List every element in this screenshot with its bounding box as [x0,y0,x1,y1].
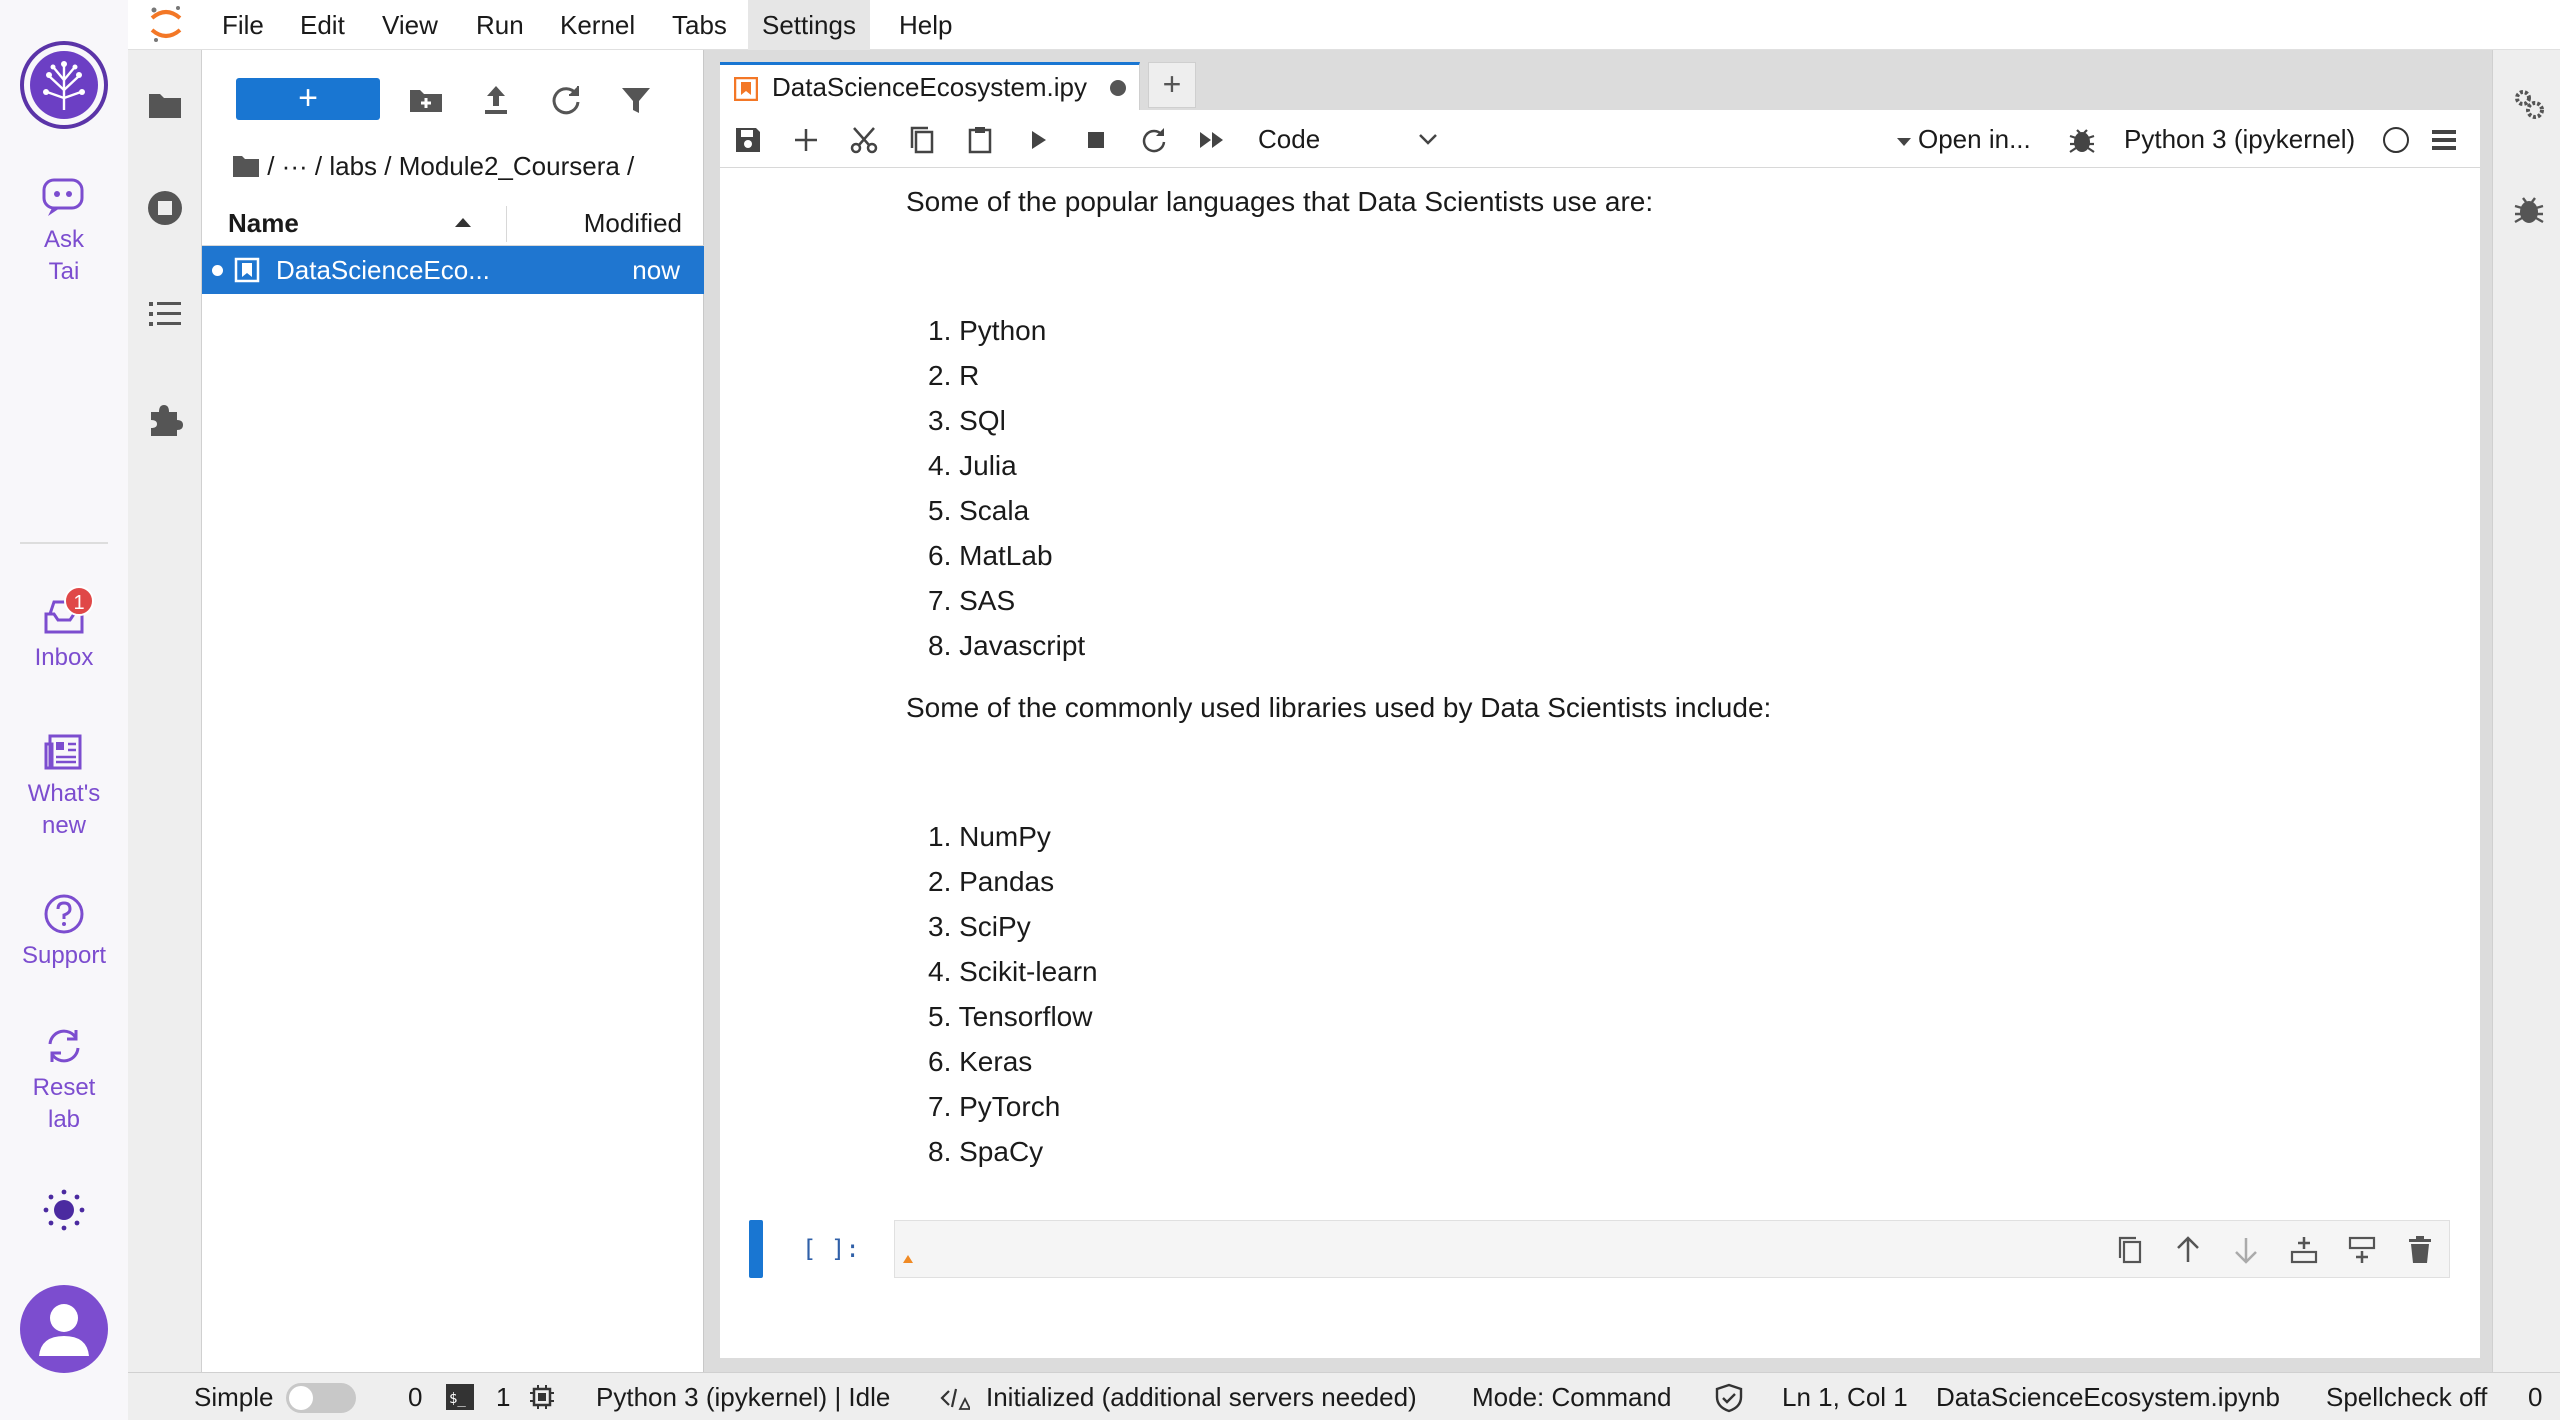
menu-run[interactable]: Run [476,10,524,40]
list-item: 8. Javascript [928,630,1086,661]
notebook-toolbar [720,110,2480,168]
file-modified: now [632,255,680,285]
folder-icon[interactable] [145,84,185,124]
paste-icon[interactable] [964,124,996,156]
refresh-files-icon[interactable] [546,80,586,120]
languages-intro: Some of the popular languages that Data Scientists use are: [906,186,1654,217]
help-circle-icon [42,892,86,936]
move-down-icon[interactable] [2229,1233,2263,1267]
support-label: Support [21,942,107,969]
list-item: 6. MatLab [928,540,1053,571]
ask-tai-label-1: Ask [43,226,84,253]
jupyter-logo-icon [148,4,184,49]
extensions-puzzle-icon[interactable] [145,400,185,440]
sort-ascending-icon[interactable] [454,216,472,228]
refresh-icon [42,1024,86,1068]
notebook-content [720,168,2480,1358]
cell-collapser[interactable] [749,1220,763,1278]
file-browser [202,50,704,1372]
reset-lab-button[interactable] [0,1024,128,1136]
new-tab-button[interactable]: + [1148,62,1196,108]
libraries-intro: Some of the commonly used libraries used by Data Scientists include: [906,692,1772,723]
save-icon[interactable] [732,124,764,156]
stop-icon[interactable] [1080,124,1112,156]
new-folder-icon[interactable] [406,80,446,120]
insert-cell-icon[interactable] [790,124,822,156]
tab-title: DataScienceEcosystem.ipy [772,72,1088,102]
cell-type-select[interactable] [1258,118,1438,160]
kernel-idle-status-icon [2383,127,2409,153]
menu-edit[interactable]: Edit [300,10,345,40]
cut-icon[interactable] [848,124,880,156]
spellcheck-status[interactable]: Spellcheck off [2326,1382,2488,1412]
lsp-status[interactable]: Initialized (additional servers needed) [986,1382,1417,1412]
status-filename: DataScienceEcosystem.ipynb [1936,1382,2280,1412]
cursor-marker [903,1255,913,1263]
user-icon [19,1284,109,1374]
move-up-icon[interactable] [2171,1233,2205,1267]
filter-icon[interactable] [616,80,656,120]
languages-list [928,308,1085,668]
list-item: 4. Scikit-learn [928,956,1098,987]
file-row[interactable] [202,246,704,294]
ask-tai-button[interactable] [0,176,128,288]
list-item: 4. Julia [928,450,1017,481]
kernel-name-button[interactable]: Python 3 (ipykernel) [2124,124,2356,154]
ask-tai-label-2: Tai [48,258,80,285]
list-item: 1. NumPy [928,821,1051,852]
menu-tabs[interactable]: Tabs [672,10,727,40]
debugger-icon[interactable] [2511,192,2547,228]
reset-lab-label-2: lab [47,1106,81,1133]
sun-icon [40,1186,88,1234]
notebook-icon [734,77,758,101]
running-stop-icon[interactable] [145,188,185,228]
notebook-file-icon [234,257,260,283]
unsaved-indicator[interactable] [1110,80,1126,96]
duplicate-cell-icon[interactable] [2113,1233,2147,1267]
status-bar [128,1372,2560,1420]
list-item: 5. Scala [928,495,1030,526]
column-divider [506,206,507,242]
whats-new-label-1: What's [27,780,101,807]
cell-prompt: [ ]: [802,1235,860,1263]
file-list-header [202,200,704,246]
trust-shield-icon[interactable] [1714,1383,1744,1413]
breadcrumb-path[interactable]: / ··· / labs / Module2_Coursera / [267,151,635,181]
inbox-badge: 1 [64,586,94,616]
libraries-list [928,814,1098,1174]
inbox-button[interactable] [0,594,128,674]
fast-forward-icon[interactable] [1196,124,1228,156]
run-icon[interactable] [1022,124,1054,156]
svg-text:$_: $_ [449,1391,466,1407]
lsp-code-icon[interactable] [940,1385,970,1411]
tab-notebook[interactable] [720,62,1140,110]
app-logo-icon[interactable] [0,40,128,134]
right-sidebar [2492,50,2560,1372]
theme-toggle-button[interactable] [0,1186,128,1238]
restart-icon[interactable] [1138,124,1170,156]
chat-bot-icon [40,176,88,220]
breadcrumb[interactable] [232,146,634,186]
menu-view[interactable]: View [382,10,438,40]
sidebar-divider [20,542,108,544]
reset-lab-label-1: Reset [32,1074,96,1101]
kernel-chip-icon[interactable] [528,1383,556,1411]
terminal-count[interactable]: 0 [408,1382,423,1412]
property-inspector-gears-icon[interactable] [2511,86,2547,122]
insert-above-icon[interactable] [2287,1233,2321,1267]
column-modified[interactable]: Modified [583,208,682,238]
running-indicator [212,265,223,276]
cursor-position[interactable]: Ln 1, Col 1 [1782,1382,1908,1412]
table-of-contents-icon[interactable] [145,294,185,334]
support-button[interactable] [0,892,128,972]
kernel-status-text[interactable]: Python 3 (ipykernel) | Idle [596,1382,891,1412]
file-name: DataScienceEco... [276,255,490,285]
notification-count[interactable]: 0 [2528,1382,2543,1412]
copy-icon[interactable] [906,124,938,156]
left-sidebar [0,0,128,1420]
chevron-down-icon [1418,132,1438,146]
terminal-icon[interactable] [446,1384,474,1410]
menu-bar [128,0,2560,50]
notebook-panel [720,110,2480,1358]
simple-mode-toggle[interactable] [286,1383,356,1413]
inbox-label: Inbox [34,644,94,671]
main-dock [704,50,2492,1372]
activity-bar [128,50,202,1372]
insert-below-icon[interactable] [2345,1233,2379,1267]
debugger-bug-icon[interactable] [2066,124,2098,156]
delete-cell-icon[interactable] [2403,1233,2437,1267]
whats-new-button[interactable] [0,730,128,842]
list-item: 5. Tensorflow [928,1001,1093,1032]
list-item: 3. SQl [928,405,1006,436]
list-item: 7. SAS [928,585,1016,616]
open-in-button[interactable] [1896,118,2031,160]
list-item: 2. R [928,360,980,391]
upload-icon[interactable] [476,80,516,120]
caret-down-icon [1896,136,1912,148]
column-name[interactable]: Name [228,208,299,238]
list-item: 3. SciPy [928,911,1031,942]
tab-bar [720,62,2480,110]
new-launcher-button[interactable]: + [236,78,380,120]
cell-type-value: Code [1258,124,1321,154]
list-item: 8. SpaCy [928,1136,1044,1167]
list-item: 2. Pandas [928,866,1055,897]
cell-editor-input[interactable] [894,1220,2450,1278]
open-in-label: Open in... [1918,124,2031,154]
kernel-count[interactable]: 1 [496,1382,511,1412]
property-inspector-menu-icon[interactable] [2428,124,2460,156]
list-item: 6. Keras [928,1046,1033,1077]
menu-kernel[interactable]: Kernel [560,10,636,40]
menu-file[interactable]: File [222,10,264,40]
code-cell[interactable] [720,1220,2480,1284]
simple-mode-label: Simple [194,1382,274,1412]
menu-settings[interactable]: Settings [748,0,870,50]
list-item: 1. Python [928,315,1047,346]
user-avatar[interactable] [0,1284,128,1378]
newspaper-icon [42,730,86,774]
list-item: 7. PyTorch [928,1091,1061,1122]
notebook-mode: Mode: Command [1472,1382,1672,1412]
home-folder-icon[interactable] [232,153,260,179]
menu-help[interactable]: Help [899,10,953,40]
whats-new-label-2: new [41,812,87,839]
